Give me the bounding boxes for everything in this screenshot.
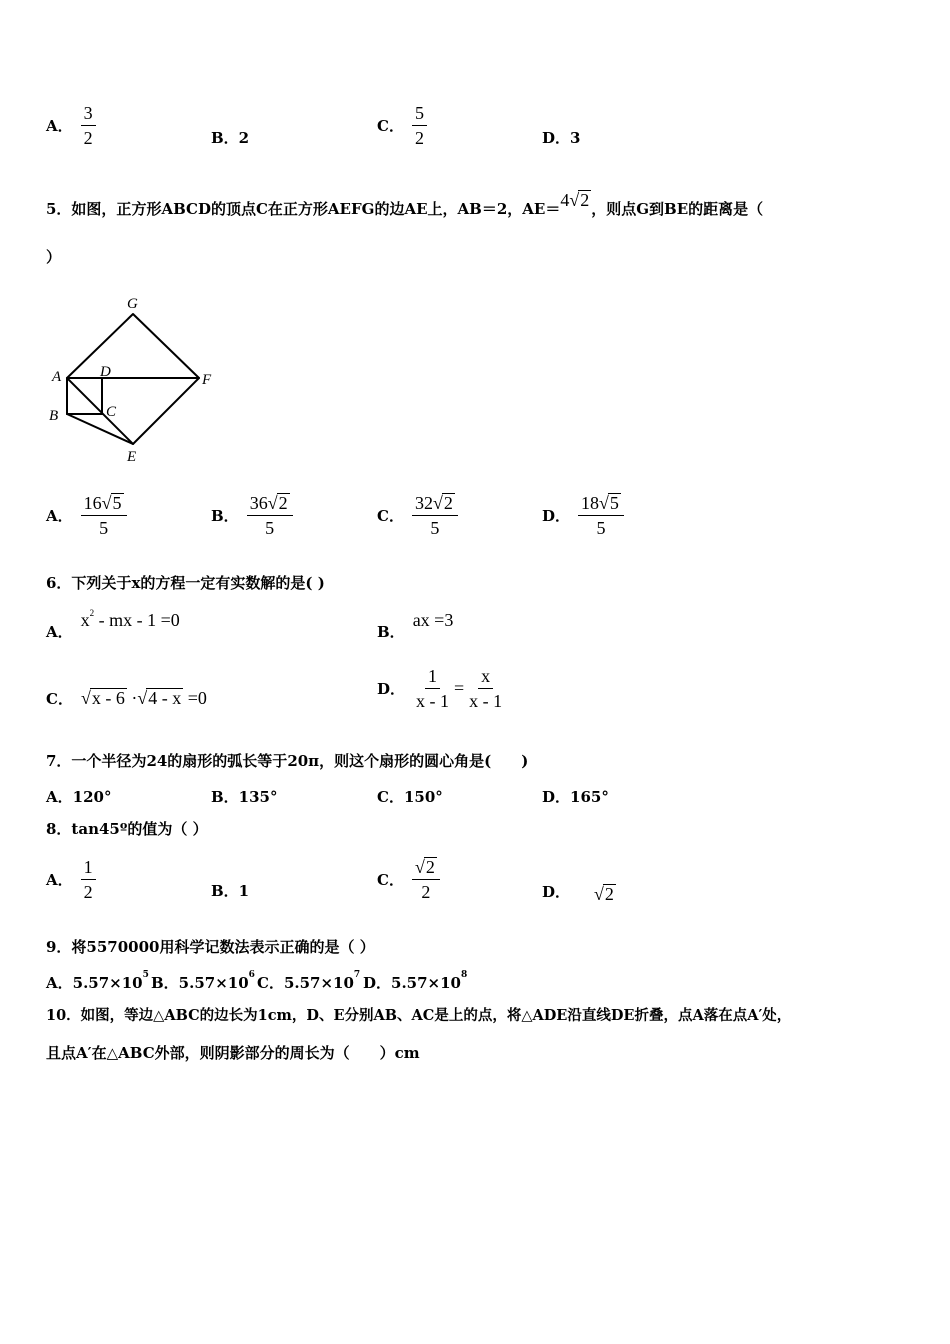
q10-stem-line2: 且点A′在△ABC外部，则阴影部分的周长为（ ）cm — [46, 1044, 420, 1062]
q9-option-c[interactable]: C．$5.57\times 10^7$ — [257, 970, 361, 992]
option-label: D． — [542, 883, 571, 901]
q7-stem: 7．一个半径为24的扇形的弧长等于20π，则这个扇形的圆心角是( ) — [46, 752, 529, 770]
q9-option-a[interactable]: A．$5.57\times 10^5$ — [46, 970, 149, 992]
fraction: 32 √ 2 5 — [412, 492, 458, 539]
label-f: F — [202, 372, 212, 388]
equals-sign: = — [454, 678, 465, 698]
fraction: 16 √ 5 5 — [81, 492, 127, 539]
q7-option-b[interactable]: B．135° — [211, 788, 278, 806]
fraction: $\frac{x}{x - 1}$ — [469, 666, 503, 711]
option-label: C． — [377, 871, 404, 889]
math-root2: √ 2 — [594, 884, 614, 904]
q5-stem: 5．如图，正方形ABCD的顶点C在正方形AEFG的边AE上，AB＝2，AE＝4 √ 2 ，则点G到BE的距离是（ — [46, 190, 764, 218]
option-label: D． — [542, 507, 571, 525]
math-4root2: 4 √ 2 — [560, 190, 590, 210]
q4-option-a[interactable] — [46, 102, 96, 149]
line-be — [67, 414, 133, 444]
q6-option-a[interactable] — [46, 610, 180, 642]
option-label: B． — [377, 623, 405, 641]
q5-figure — [40, 290, 230, 468]
fraction: $\frac{1}{2}$ — [81, 856, 96, 903]
q9-option-d[interactable]: D．$5.57\times 10^8$ — [363, 970, 468, 992]
q9-stem: 9．将5570000用科学记数法表示正确的是（ ） — [46, 938, 375, 956]
option-label: C． — [377, 507, 404, 525]
fraction: √ 2 2 — [412, 856, 440, 903]
q8-option-b[interactable]: B．1 — [211, 882, 250, 900]
q7-option-a[interactable]: A．120° — [46, 788, 112, 806]
option-label: A． — [46, 507, 73, 525]
q6-option-d[interactable] — [377, 665, 505, 712]
q5-option-b[interactable] — [211, 492, 293, 539]
q5-stem-close: ） — [46, 248, 62, 266]
q6-option-b[interactable] — [377, 610, 453, 642]
q7-option-d[interactable]: D．165° — [542, 788, 609, 806]
option-label: C． — [46, 690, 73, 708]
fraction: 18 √ 5 5 — [578, 492, 624, 539]
fraction: $\frac{5}{2}$ — [412, 102, 427, 149]
label-b: B — [49, 408, 59, 424]
q8-stem: 8．tan45º的值为（ ） — [46, 820, 208, 838]
q10-stem-line1: 10．如图，等边△ABC的边长为1cm，D、E分别AB、AC是上的点，将△ADE沿直线DE折叠，点A落在点A′处， — [46, 1007, 792, 1024]
label-e: E — [127, 449, 137, 465]
fraction: 36 √ 2 5 — [247, 492, 293, 539]
option-label: C． — [377, 117, 404, 135]
option-label: A． — [46, 871, 73, 889]
label-g: G — [127, 296, 138, 312]
q8-option-c[interactable] — [377, 856, 440, 903]
q8-option-a[interactable] — [46, 856, 96, 903]
q8-option-d[interactable] — [542, 878, 616, 905]
math-expression: ax =3 — [412, 610, 454, 630]
label-a: A — [52, 369, 62, 385]
option-label: B． — [211, 507, 239, 525]
option-label: A． — [46, 623, 73, 641]
q5-option-c[interactable] — [377, 492, 458, 539]
q4-option-c[interactable] — [377, 102, 427, 149]
math-expression: √ x - 6 · √ 4 - x =0 — [80, 688, 207, 708]
option-label: A． — [46, 117, 73, 135]
label-d: D — [100, 364, 111, 380]
q5-option-a[interactable] — [46, 492, 127, 539]
fraction: $\frac{3}{2}$ — [81, 102, 96, 149]
q6-stem: 6．下列关于x的方程一定有实数解的是( ) — [46, 574, 325, 592]
math-expression: $x^2$ - mx - 1 =0 — [80, 608, 180, 630]
q4-option-d[interactable]: D．3 — [542, 129, 581, 147]
option-label: D． — [377, 680, 406, 698]
q7-option-c[interactable]: C．150° — [377, 788, 443, 806]
q9-option-b[interactable]: B．$5.57\times 10^6$ — [151, 970, 255, 992]
q6-option-c[interactable] — [46, 688, 207, 709]
q4-option-b[interactable]: B．2 — [211, 129, 250, 147]
fraction: $\frac{1}{x - 1}$ — [416, 666, 450, 711]
label-c: C — [106, 404, 117, 420]
q5-option-d[interactable] — [542, 492, 624, 539]
